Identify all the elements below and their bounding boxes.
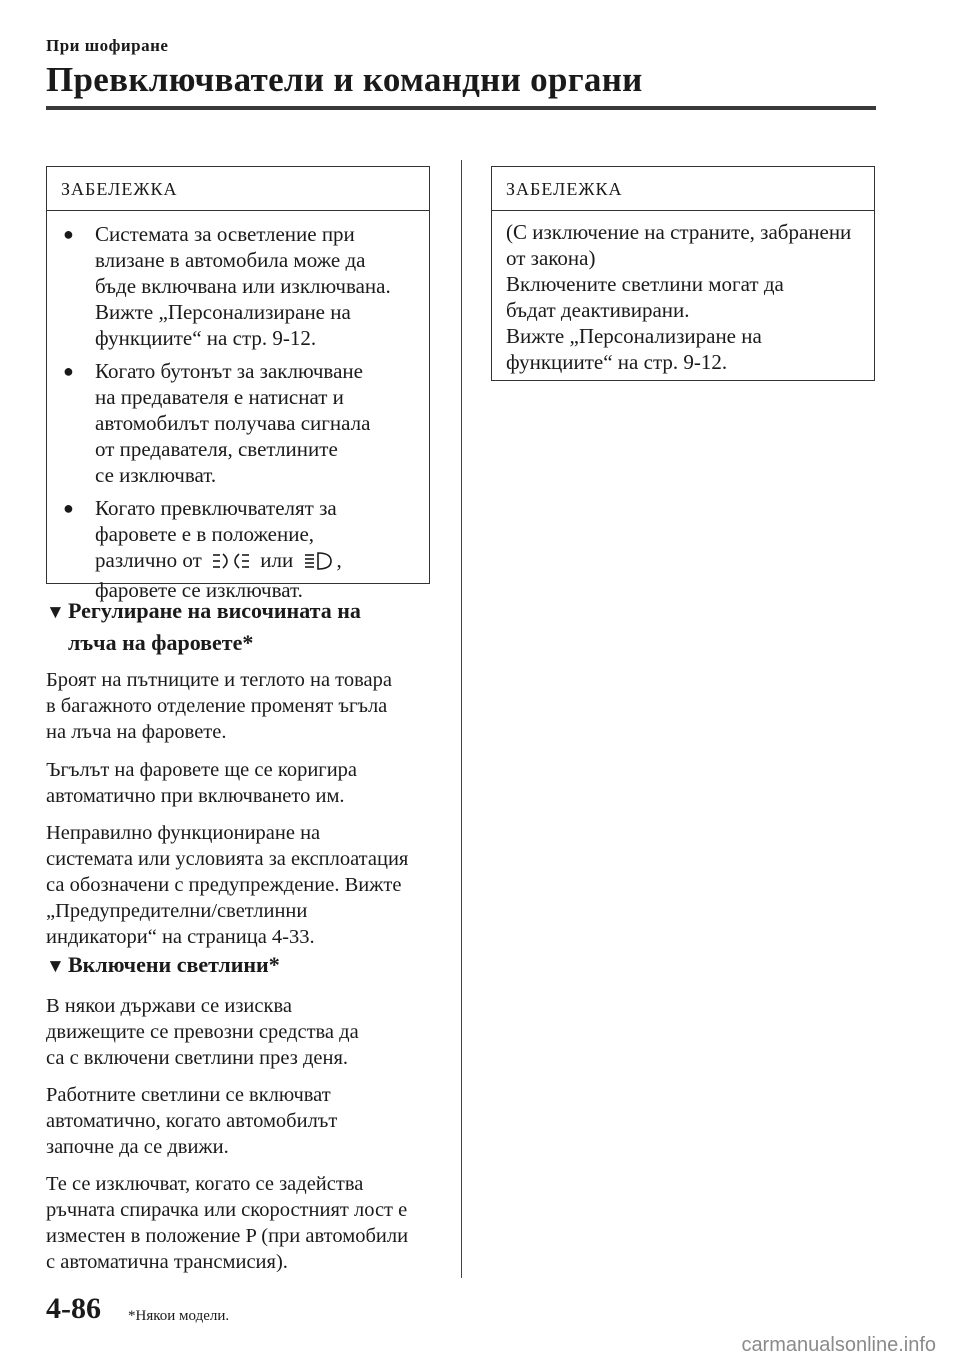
- paragraph-line: Неправилно функциониране на: [46, 822, 321, 844]
- bullet-line: фаровете се изключват.: [95, 578, 303, 602]
- paragraph-line: автоматично, когато автомобилът: [46, 1110, 338, 1132]
- paragraph: [46, 667, 436, 745]
- triangle-down-icon: ▼: [46, 602, 65, 623]
- paragraph-line: Работните светлини се включват: [46, 1084, 331, 1106]
- paragraph-line: В някои държави се изисква: [46, 995, 292, 1017]
- bullet-text-fragment: различно от: [95, 548, 202, 572]
- page-number: 4-86: [46, 1292, 101, 1325]
- note-line: (С изключение на страните, забранени: [506, 220, 852, 244]
- bullet-line: Вижте „Персонализиране на: [95, 300, 351, 324]
- page-title: Превключватели и командни органи: [46, 60, 643, 99]
- note-bullet: [61, 358, 415, 488]
- section-heading-daytime: [46, 950, 280, 982]
- bullet-text-fragment: ,: [336, 548, 342, 572]
- paragraph: [46, 1171, 436, 1275]
- heading-line: лъча на фаровете*: [68, 630, 254, 655]
- bullet-text: [95, 495, 415, 603]
- paragraph-line: изместен в положение P (при автомобили: [46, 1225, 409, 1247]
- paragraph-line: са обозначени с предупреждение. Вижте: [46, 874, 402, 896]
- footnote: *Някои модели.: [128, 1308, 230, 1324]
- bullet-line: [95, 547, 415, 577]
- paragraph-line: Ъгълът на фаровете ще се коригира: [46, 759, 358, 781]
- paragraph-line: с автоматична трансмисия).: [46, 1251, 288, 1273]
- note-line: бъдат деактивирани.: [506, 298, 690, 322]
- paragraph: [46, 993, 436, 1071]
- note-line: Вижте „Персонализиране на: [506, 324, 762, 348]
- column-divider: [461, 160, 462, 1278]
- bullet-dot: ●: [63, 224, 74, 244]
- bullet-line: Когато бутонът за заключване: [95, 359, 363, 383]
- title-rule: [46, 106, 876, 110]
- right-note-heading: ЗАБЕЛЕЖКА: [492, 167, 874, 211]
- paragraph: [46, 820, 436, 950]
- paragraph-line: Те се изключват, когато се задейства: [46, 1173, 364, 1195]
- headlights-icon: [303, 551, 333, 577]
- right-note-body: [492, 211, 874, 385]
- bullet-line: се изключват.: [95, 463, 217, 487]
- note-line: функциите“ на стр. 9-12.: [506, 350, 728, 374]
- bullet-line: фаровете е в положение,: [95, 522, 315, 546]
- bullet-dot: ●: [63, 498, 74, 518]
- bullet-dot: ●: [63, 361, 74, 381]
- paragraph-line: ръчната спирачка или скоростният лост е: [46, 1199, 408, 1221]
- bullet-line: автомобилът получава сигнала: [95, 411, 371, 435]
- paragraph-line: са с включени светлини през деня.: [46, 1047, 348, 1069]
- paragraph-line: системата или условията за експлоатация: [46, 848, 409, 870]
- paragraph: [46, 1082, 436, 1160]
- paragraph-line: „Предупредителни/светлинни: [46, 900, 308, 922]
- heading-line: Регулиране на височината на: [68, 598, 361, 623]
- note-bullet: [61, 495, 415, 603]
- paragraph-line: на лъча на фаровете.: [46, 721, 227, 743]
- note-bullet: [61, 221, 415, 351]
- section-label: При шофиране: [46, 36, 169, 55]
- watermark: carmanualsonline.info: [741, 1334, 936, 1356]
- note-line: Включените светлини могат да: [506, 272, 784, 296]
- paragraph-line: Броят на пътниците и теглото на товара: [46, 669, 392, 691]
- bullet-line: Когато превключвателят за: [95, 496, 337, 520]
- left-note-box: [46, 166, 430, 602]
- bullet-line: на предавателя е натиснат и: [95, 385, 344, 409]
- bullet-line: функциите“ на стр. 9-12.: [95, 326, 317, 350]
- left-note-heading: ЗАБЕЛЕЖКА: [47, 167, 429, 211]
- paragraph-line: движещите се превозни средства да: [46, 1021, 359, 1043]
- paragraph-line: индикатори“ на страница 4-33.: [46, 926, 315, 948]
- parking-lights-icon: [211, 551, 251, 577]
- bullet-line: от предавателя, светлините: [95, 437, 338, 461]
- heading-line: Включени светлини*: [68, 952, 280, 977]
- section-heading-leveling: [46, 596, 361, 658]
- note-line: от закона): [506, 246, 596, 270]
- paragraph-line: в багажното отделение променят ъгъла: [46, 695, 388, 717]
- bullet-line: Системата за осветление при: [95, 222, 355, 246]
- paragraph-line: започне да се движи.: [46, 1136, 229, 1158]
- paragraph: [46, 757, 436, 809]
- bullet-line: влизане в автомобила може да: [95, 248, 366, 272]
- right-note-box: [491, 166, 875, 381]
- bullet-line: бъде включвана или изключвана.: [95, 274, 391, 298]
- left-note-body: [47, 211, 429, 620]
- bullet-text: [95, 358, 415, 488]
- paragraph-line: автоматично при включването им.: [46, 785, 345, 807]
- bullet-text-fragment: или: [260, 548, 294, 572]
- bullet-text: [95, 221, 415, 351]
- triangle-down-icon: ▼: [46, 956, 65, 977]
